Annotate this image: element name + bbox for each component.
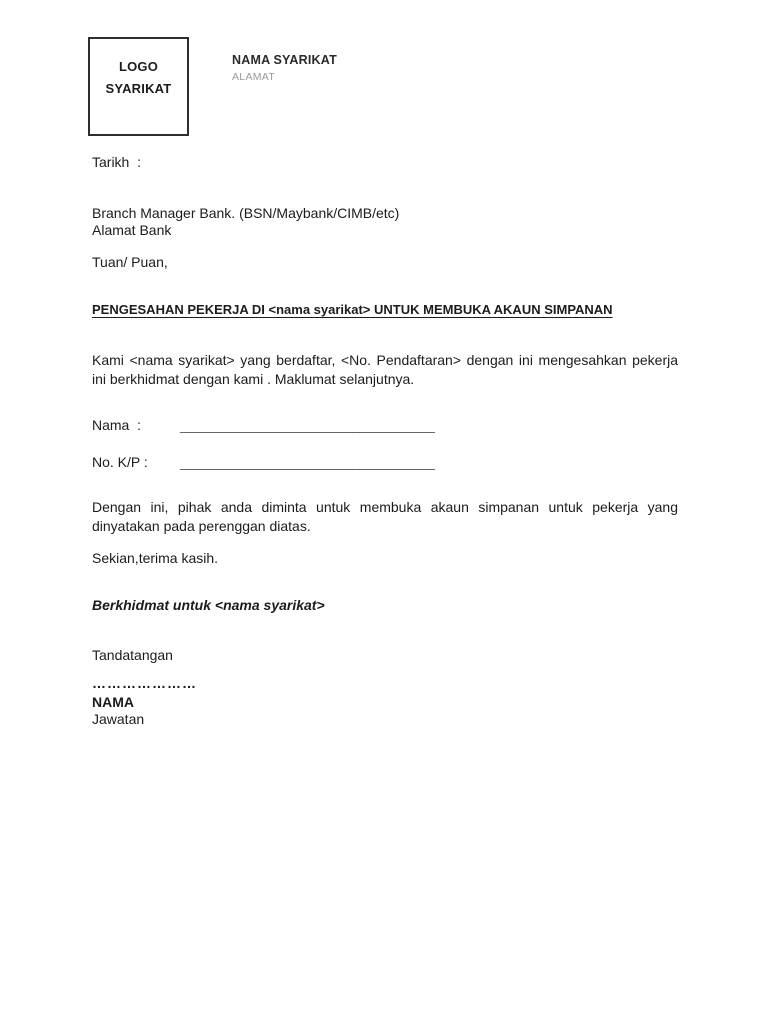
salutation: Tuan/ Puan, [92, 254, 168, 270]
nama-field-label: Nama : [92, 417, 142, 433]
company-address: ALAMAT [232, 71, 276, 83]
company-logo-placeholder [88, 37, 189, 136]
paragraph-1: Kami <nama syarikat> yang berdaftar, <No. Pendaftaran> dengan ini mengesahkan pekerja ini berkhidmat dengan kami . Maklumat selanjutnya. [92, 352, 678, 387]
subject-line: PENGESAHAN PEKERJA DI <nama syarikat> UNTUK MEMBUKA AKAUN SIMPANAN [92, 302, 613, 317]
signature-block [92, 676, 197, 728]
signature-dotted-line: ………………… [92, 675, 197, 691]
signoff-line: Berkhidmat untuk <nama syarikat> [92, 597, 325, 613]
nama-blank-line: __________________________________ [180, 417, 435, 433]
recipient-line1: Branch Manager Bank. (BSN/Maybank/CIMB/etc) [92, 205, 400, 221]
logo-text-line1: LOGO [118, 59, 159, 74]
no-kp-blank-line: __________________________________ [180, 454, 435, 470]
signature-jawatan: Jawatan [92, 711, 145, 727]
field-row-no-kp [92, 454, 435, 470]
closing-line: Sekian,terima kasih. [92, 550, 219, 566]
paragraph-2: Dengan ini, pihak anda diminta untuk membuka akaun simpanan untuk pekerja yang dinyatakan pada perenggan diatas. [92, 499, 678, 534]
signature-label: Tandatangan [92, 647, 173, 663]
company-name: NAMA SYARIKAT [232, 53, 337, 67]
recipient-line2: Alamat Bank [92, 221, 172, 238]
field-row-nama [92, 417, 435, 433]
signature-name: NAMA [92, 694, 134, 710]
date-label: Tarikh : [92, 154, 142, 170]
logo-text-line2: SYARIKAT [105, 81, 172, 96]
no-kp-field-label: No. K/P : [92, 454, 148, 470]
recipient-block [92, 205, 399, 238]
company-header [232, 53, 337, 83]
